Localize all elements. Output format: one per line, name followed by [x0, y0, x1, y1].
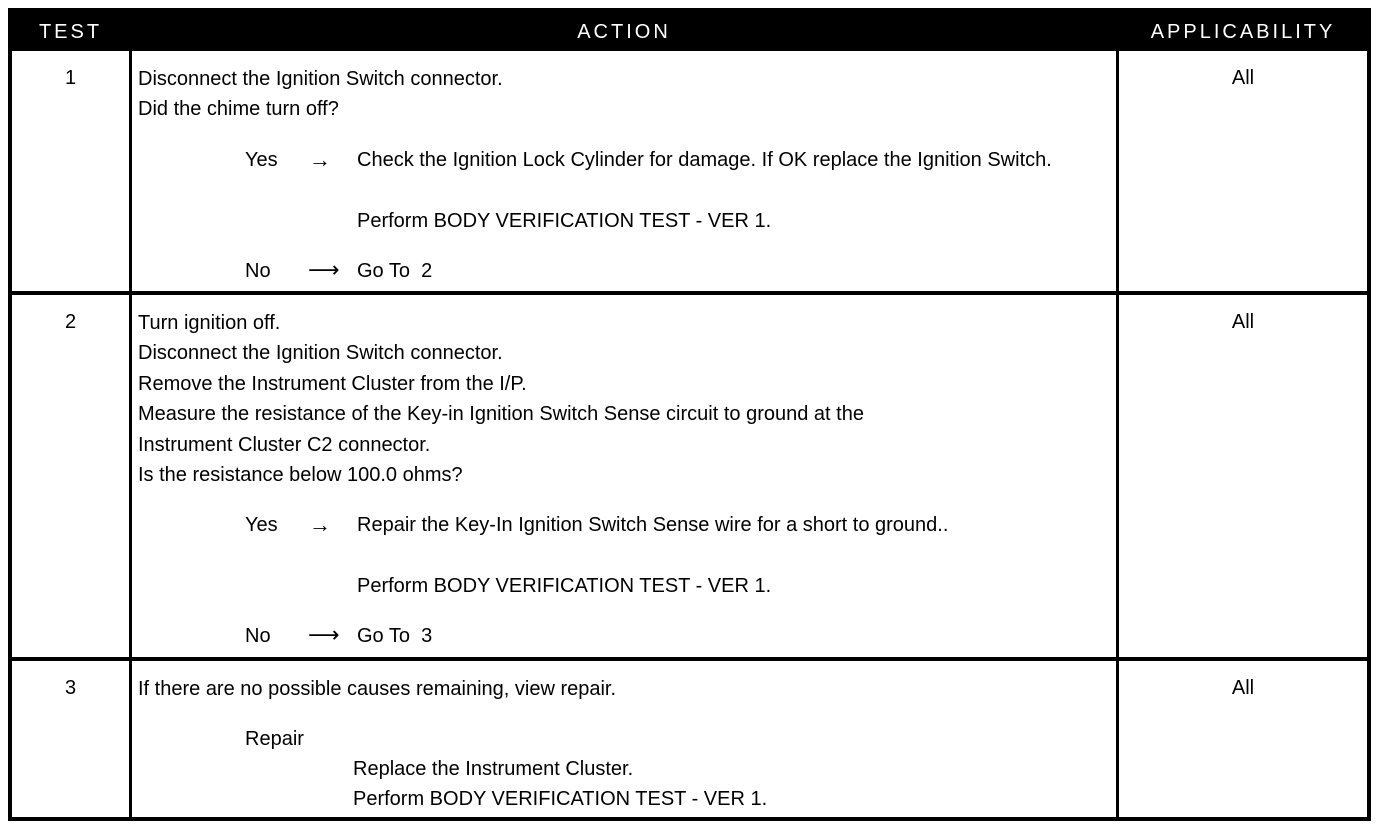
- long-right-arrow-icon: ⟶: [308, 257, 340, 282]
- action-step: If there are no possible causes remaining, view repair.: [138, 678, 617, 700]
- repair-label: Repair: [245, 728, 304, 750]
- action-step: Remove the Instrument Cluster from the I/P.: [138, 373, 527, 395]
- right-arrow-icon: →: [309, 147, 331, 172]
- row-divider: [12, 657, 1367, 661]
- yes-action: Repair the Key-In Ignition Switch Sense wire for a short to ground..: [357, 514, 949, 536]
- test-number: 2: [64, 311, 77, 333]
- repair-step: Replace the Instrument Cluster.: [353, 758, 634, 780]
- go-to-link[interactable]: Go To 3: [357, 625, 433, 647]
- yes-label: Yes: [245, 514, 278, 536]
- yes-label: Yes: [245, 149, 278, 171]
- action-step: Is the resistance below 100.0 ohms?: [138, 464, 463, 486]
- action-step: Disconnect the Ignition Switch connector.: [138, 342, 503, 364]
- no-label: No: [245, 260, 271, 282]
- header-action: ACTION: [577, 21, 671, 43]
- column-divider: [1116, 51, 1119, 821]
- action-step: Turn ignition off.: [138, 312, 281, 334]
- column-divider: [129, 51, 132, 821]
- yes-action: Check the Ignition Lock Cylinder for damage. If OK replace the Ignition Switch.: [357, 149, 1052, 171]
- action-step: Did the chime turn off?: [138, 98, 339, 120]
- header-test: TEST: [38, 21, 103, 43]
- long-right-arrow-icon: ⟶: [308, 622, 340, 647]
- verification-step: Perform BODY VERIFICATION TEST - VER 1.: [357, 210, 772, 232]
- diagnostic-test-table: [8, 8, 1371, 821]
- no-label: No: [245, 625, 271, 647]
- action-step: Measure the resistance of the Key-in Ignition Switch Sense circuit to ground at the: [138, 403, 864, 425]
- go-to-link[interactable]: Go To 2: [357, 260, 433, 282]
- test-number: 1: [64, 67, 77, 89]
- applicability: All: [1231, 67, 1255, 89]
- table-header: [12, 12, 1367, 51]
- right-arrow-icon: →: [309, 512, 331, 537]
- verification-step: Perform BODY VERIFICATION TEST - VER 1.: [357, 575, 772, 597]
- applicability: All: [1231, 677, 1255, 699]
- verification-step: Perform BODY VERIFICATION TEST - VER 1.: [353, 788, 768, 810]
- action-step: Instrument Cluster C2 connector.: [138, 434, 431, 456]
- header-applicability: APPLICABILITY: [1150, 21, 1336, 43]
- action-step: Disconnect the Ignition Switch connector.: [138, 68, 503, 90]
- row-divider: [12, 291, 1367, 295]
- applicability: All: [1231, 311, 1255, 333]
- test-number: 3: [64, 677, 77, 699]
